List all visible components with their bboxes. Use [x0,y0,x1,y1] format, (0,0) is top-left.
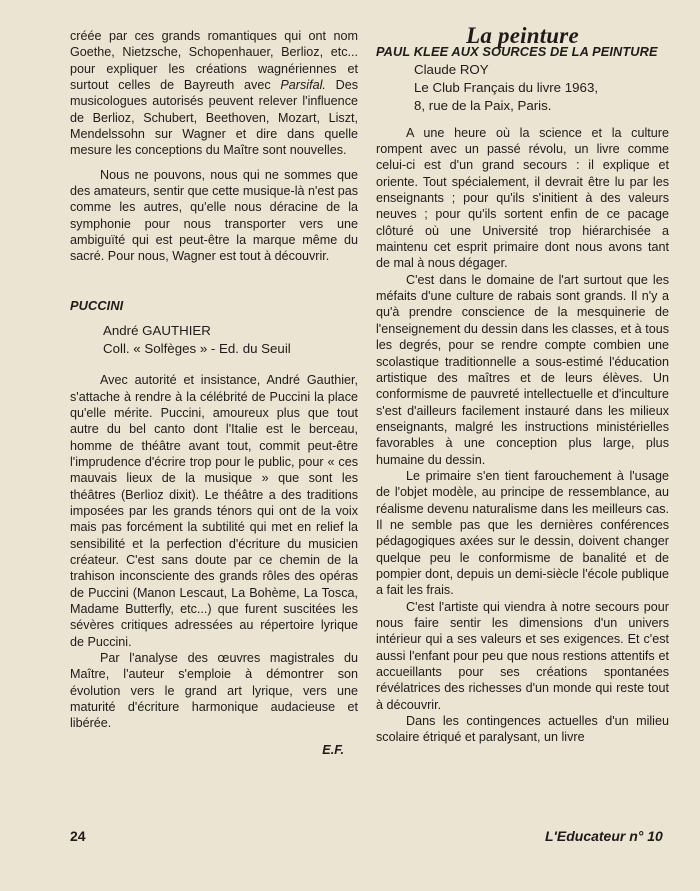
right-paragraph-3: Le primaire s'en tient farouchement à l'usage de l'objet modèle, au principe de ressemblance, au réalisme devenu naturalisme dans les meilleurs cas. Il ne semble pas que les dernières conférences pédagogiques axées sur le dessin, doivent changer quelque peu le conformisme de banalité et de pompier dont, depuis un demi-siècle l'école publique a fait les frais. [376,468,669,598]
left-paragraph-1 [70,28,358,159]
book-author: Claude ROY [414,61,489,77]
left-paragraph-4: Par l'analyse des œuvres magistrales du Maître, l'auteur s'emploie à démontrer son évolution vers le grand art lyrique, vers une maturité d'écriture harmonique audacieuse et libérée. [70,651,358,731]
right-column [376,23,669,746]
right-paragraph-4: C'est l'artiste qui viendra à notre secours pour nous faire sentir les dimensions d'un univers intérieur qui a ses valeurs et ses exigences. Et c'est aussi l'enfant pour peu que nous restions attentifs et accueillants pour ses créations spontanées révélatrices des richesses d'un monde qui reste tout à découvrir. [376,599,669,712]
left-paragraph-3: Avec autorité et insistance, André Gauthier, s'attache à rendre à la célébrité de Puccini la place qu'elle mérite. Puccini, amoureux plus que tout autre du bel canto dont l'Italie est le berceau, homme de théâtre avant tout, commit peut-être l'imprudence d'écrire trop pour le public, pour « ces mauvais lieux de la musique » que sont les théâtres (Berlioz dixit). Le théâtre a des traditions imposées par les grands ténors qui ont de la voix mais pas forcément la subtilité qui met en relief la sensibilité et la perfection d'écriture du musicien créateur. C'est sans doute par ce chemin de la trahison inconsciente des grands rôles des opéras de Puccini (Manon Lescaut, La Bohème, La Tosca, Madame Butterfly, etc...) que furent suscitées les sévères critiques adressées au répertoire lyrique de Puccini. [70,373,358,649]
book-address: 8, rue de la Paix, Paris. [414,97,552,113]
right-paragraph-2: C'est dans le domaine de l'art surtout que les méfaits d'une culture de rabais sont grands. Il n'y a qu'à prendre conscience de la mesquinerie de l'enseignement du dessin dans les classes, et à tous les degrés, pour se rendre compte combien une scolastique traditionnelle a sous-estimé l'éducation artistique des maîtres et de leurs élèves. Un conformisme de pauvreté intellectuelle et d'inculture s'est d'ailleurs facilement instauré dans les milieux enseignants, malgré les instructions ministérielles favorables à une conception plus large, plus humaine du dessin. [376,272,669,467]
publication-name: L'Educateur n° 10 [545,828,663,844]
book-author: André GAUTHIER [103,323,211,339]
right-paragraph-1: A une heure où la science et la culture rompent avec un passé révolu, un livre comme celui-ci est d'un grand secours : il explique et oriente. Tout spécialement, il devrait être lu par les enseignants ; pour qu'ils s'initient à des valeurs neuves ; pour qu'ils sortent enfin de ce pacage clôturé où une Université trop hiérarchisée a maintenu cet esprit primaire dont nous avons tant de mal à nous dégager. [376,125,669,271]
book-heading-puccini: PUCCINI [70,297,124,313]
left-paragraph-2: Nous ne pouvons, nous qui ne sommes que des amateurs, sentir que cette musique-là n'est pas comme les autres, qu'elle nous déracine de la symphonie pour nous transporter vers une ambiguïté qui est peut-être la marque même du sacré. Pour nous, Wagner est tout à découvrir. [70,167,359,264]
book-publisher: Coll. « Solfèges » - Ed. du Seuil [103,341,291,357]
book-publisher: Le Club Français du livre 1963, [414,79,599,95]
spacer [70,265,358,298]
signature: E.F. [322,742,344,757]
opera-title: Parsifal. [280,78,326,93]
section-title: La peinture [466,23,579,48]
page-number: 24 [70,828,86,844]
paragraph-text: Des musicologues autorisés peuvent relever l'influence de Berlioz, Schubert, Beethoven, Mozart, Liszt, Mendelssohn sur Wagner et dire dans quelle mesure les conceptions du Maître sont nouvelles. [70,78,358,158]
paragraph-text: créée par ces grands romantiques qui ont nom Goethe, Nietzsche, Schopenhauer, Berlioz, etc... pour expliquer les créations wagnériennes et surtout celles de Bayreuth avec [70,29,358,93]
book-heading-klee: PAUL KLEE AUX SOURCES DE LA PEINTURE [376,44,658,60]
left-column [70,28,358,758]
right-paragraph-5: Dans les contingences actuelles d'un milieu scolaire étriqué et paralysant, un livre [376,714,669,745]
